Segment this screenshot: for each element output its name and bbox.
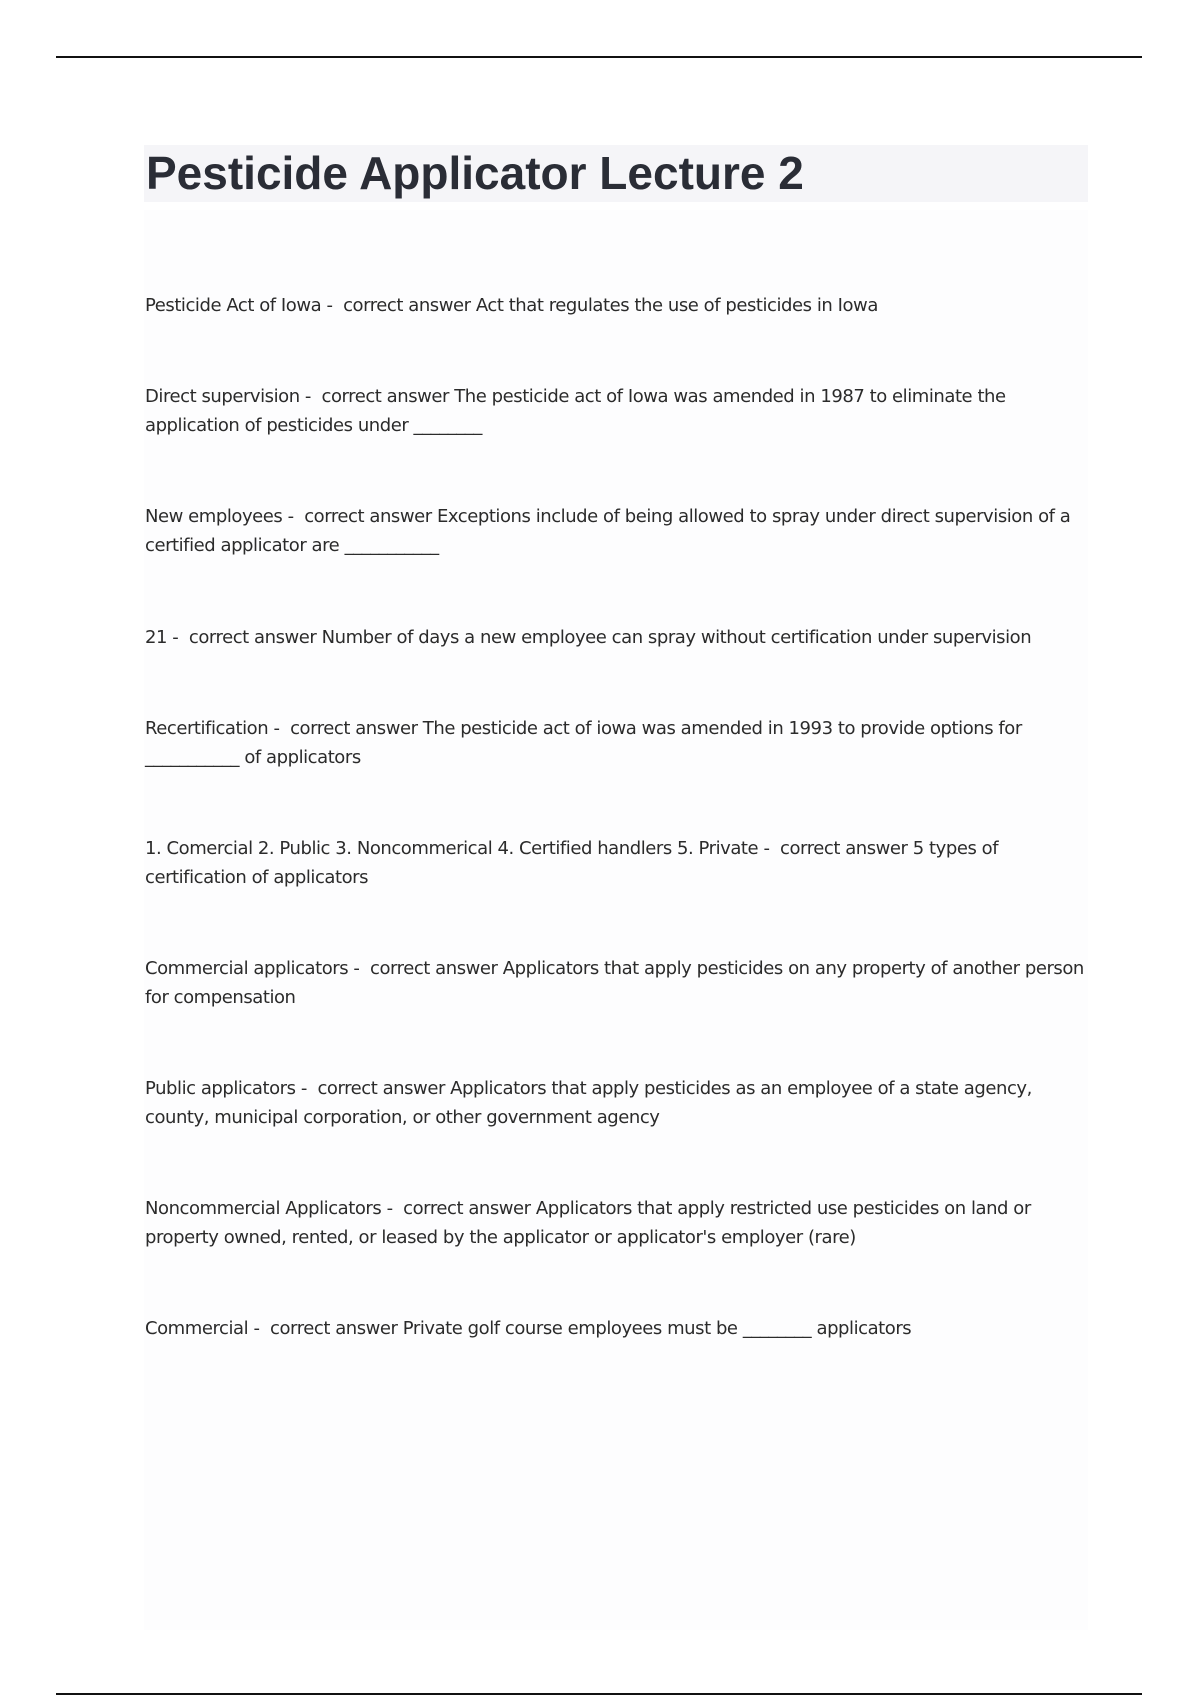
qa-term: Direct supervision - — [145, 386, 322, 407]
qa-term: Recertification - — [145, 718, 290, 739]
bottom-rule — [56, 1693, 1142, 1695]
qa-term: Noncommercial Applicators - — [145, 1198, 403, 1219]
qa-answer: correct answer Private golf course employees must be ________ applicators — [270, 1318, 912, 1339]
qa-answer: correct answer Applicators that apply restricted use pesticides on land or property owned, rented, or leased by the applicator or applicator's employer (rare) — [145, 1198, 1031, 1248]
qa-answer: correct answer Number of days a new employee can spray without certification under supervision — [188, 627, 1032, 648]
page-title: Pesticide Applicator Lecture 2 — [146, 147, 804, 199]
qa-answer: correct answer 5 types of certification of applicators — [145, 838, 999, 888]
qa-entry-9 — [145, 1194, 1085, 1252]
qa-term: Pesticide Act of Iowa - — [145, 295, 343, 316]
qa-term: 1. Comercial 2. Public 3. Noncommerical 4. Certified handlers 5. Private - — [145, 838, 780, 859]
qa-entry-1 — [145, 291, 1085, 320]
qa-answer: correct answer Applicators that apply pesticides as an employee of a state agency, county, municipal corporation, or other government agency — [145, 1078, 1032, 1128]
qa-entry-7 — [145, 954, 1085, 1012]
qa-term: Commercial applicators - — [145, 958, 370, 979]
qa-answer: correct answer Exceptions include of being allowed to spray under direct supervision of a certified applicator are ___________ — [145, 506, 1071, 556]
qa-entry-8 — [145, 1074, 1085, 1132]
qa-term: Public applicators - — [145, 1078, 317, 1099]
qa-answer: correct answer The pesticide act of iowa was amended in 1993 to provide options for ___________ of applicators — [145, 718, 1022, 768]
qa-entry-4 — [145, 623, 1085, 652]
qa-term: Commercial - — [145, 1318, 270, 1339]
qa-answer: correct answer Act that regulates the use of pesticides in Iowa — [343, 295, 878, 316]
qa-answer: correct answer Applicators that apply pesticides on any property of another person for compensation — [145, 958, 1084, 1008]
qa-entry-10 — [145, 1314, 1085, 1343]
top-rule — [56, 56, 1142, 58]
qa-entry-3 — [145, 502, 1085, 560]
qa-entry-5 — [145, 714, 1085, 772]
qa-term: New employees - — [145, 506, 304, 527]
qa-answer: correct answer The pesticide act of Iowa was amended in 1987 to eliminate the application of pesticides under ________ — [145, 386, 1006, 436]
qa-entry-2 — [145, 382, 1085, 440]
qa-entry-6 — [145, 834, 1085, 892]
qa-term: 21 - — [145, 627, 189, 648]
